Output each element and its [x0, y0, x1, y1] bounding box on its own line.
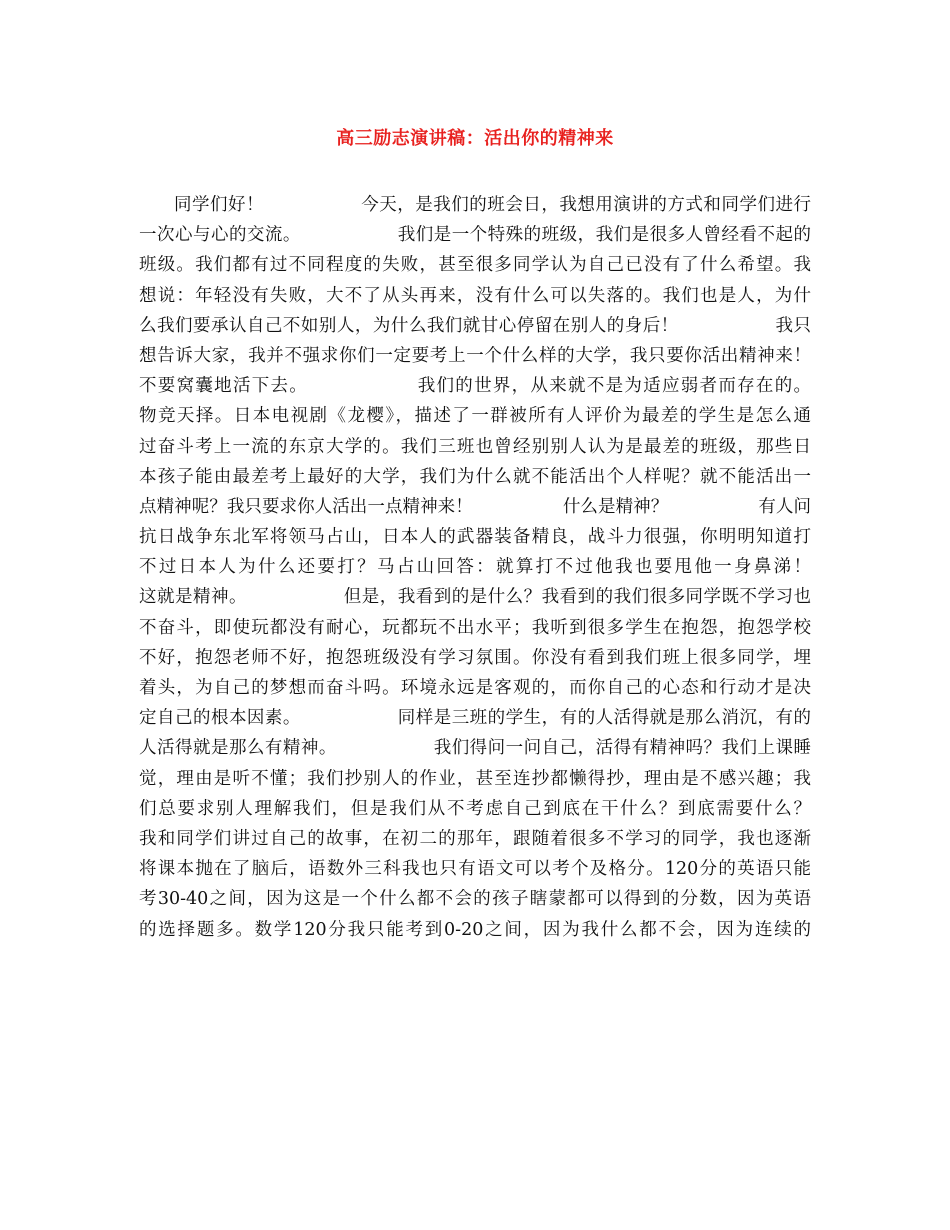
text-line: 本孩子能由最差考上最好的大学，我们为什么就不能活出个人样呢？就不能活出一 — [139, 466, 811, 487]
text-line: 想说：年轻没有失败，大不了从头再来，没有什么可以失落的。我们也是人，为什 — [139, 285, 811, 306]
text-line: 一次心与心的交流。 我们是一个特殊的班级，我们是很多人曾经看不起的 — [139, 225, 811, 246]
text-line: 这就是精神。 但是，我看到的是什么？我看到的我们很多同学既不学习也 — [139, 587, 811, 608]
text-line: 同学们好！ 今天，是我们的班会日，我想用演讲的方式和同学们进行 — [174, 195, 811, 215]
text-line: 么我们要承认自己不如别人，为什么我们就甘心停留在别人的身后！ 我只 — [139, 315, 811, 336]
text-line: 点精神呢？我只要求你人活出一点精神来！ 什么是精神？ 有人问 — [139, 496, 811, 517]
text-line: 想告诉大家，我并不强求你们一定要考上一个什么样的大学，我只要你活出精神来！ — [139, 345, 811, 366]
text-line: 定自己的根本因素。 同样是三班的学生，有的人活得就是那么消沉，有的 — [139, 708, 811, 729]
text-line: 过奋斗考上一流的东京大学的。我们三班也曾经别别人认为是最差的班级，那些日 — [139, 436, 811, 457]
text-line: 着头，为自己的梦想而奋斗吗。环境永远是客观的，而你自己的心态和行动才是决 — [139, 678, 811, 698]
text-line: 不过日本人为什么还要打？马占山回答：就算打不过他我也要甩他一身鼻涕！ — [139, 557, 811, 578]
text-line: 人活得就是那么有精神。 我们得问一问自己，活得有精神吗？我们上课睡 — [139, 738, 811, 759]
text-line: 将课本抛在了脑后，语数外三科我也只有语文可以考个及格分。120分的英语只能 — [139, 859, 811, 880]
text-line: 物竞天择。日本电视剧《龙樱》，描述了一群被所有人评价为最差的学生是怎么通 — [139, 406, 811, 427]
document-body — [139, 190, 811, 945]
text-line: 觉，理由是听不懂；我们抄别人的作业，甚至连抄都懒得抄，理由是不感兴趣；我 — [139, 768, 811, 789]
text-line: 我和同学们讲过自己的故事，在初二的那年，跟随着很多不学习的同学，我也逐渐 — [139, 828, 811, 849]
text-line: 不奋斗，即使玩都没有耐心，玩都玩不出水平；我听到很多学生在抱怨，抱怨学校 — [139, 617, 811, 638]
text-line: 的选择题多。数学120分我只能考到0-20之间，因为我什么都不会，因为连续的 — [139, 919, 811, 940]
text-line: 们总要求别人理解我们，但是我们从不考虑自己到底在干什么？到底需要什么？ — [139, 798, 811, 819]
document-title: 高三励志演讲稿：活出你的精神来 — [336, 128, 614, 149]
text-line: 不好，抱怨老师不好，抱怨班级没有学习氛围。你没有看到我们班上很多同学，埋 — [139, 647, 811, 668]
text-line: 考30-40之间，因为这是一个什么都不会的孩子瞎蒙都可以得到的分数，因为英语 — [139, 889, 811, 910]
text-line: 班级。我们都有过不同程度的失败，甚至很多同学认为自己已没有了什么希望。我 — [139, 255, 811, 276]
text-line: 不要窝囊地活下去。 我们的世界，从来就不是为适应弱者而存在的。 — [139, 376, 811, 397]
text-line: 抗日战争东北军将领马占山，日本人的武器装备精良，战斗力很强，你明明知道打 — [139, 527, 811, 548]
